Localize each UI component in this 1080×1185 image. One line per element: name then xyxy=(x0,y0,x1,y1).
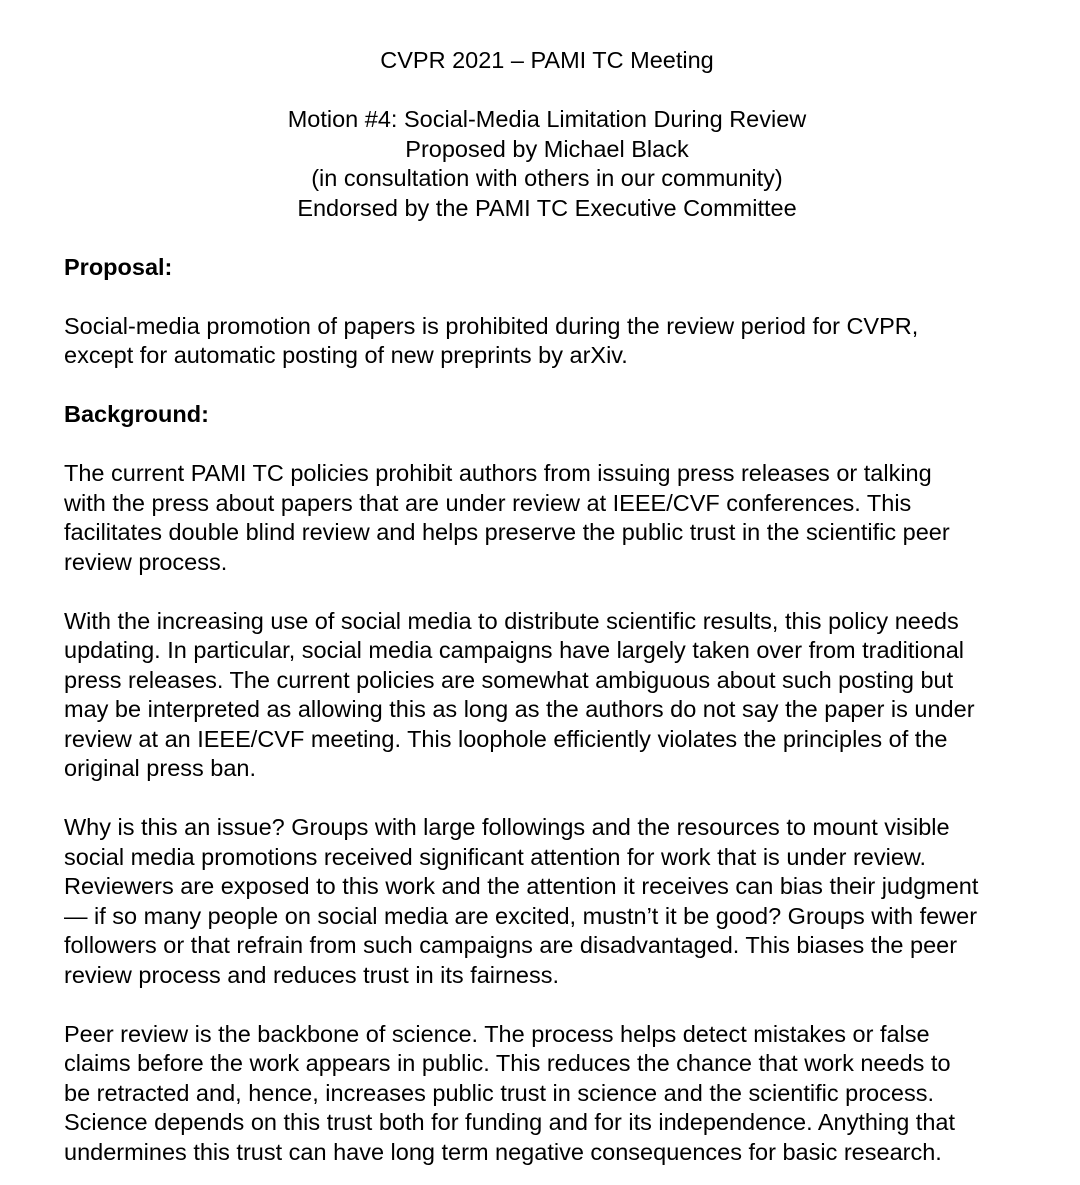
text-line: review at an IEEE/CVF meeting. This loophole efficiently violates the principles of the xyxy=(64,725,948,752)
text-line: The current PAMI TC policies prohibit authors from issuing press releases or talking xyxy=(64,460,932,486)
text-line: review process and reduces trust in its fairness. xyxy=(64,961,560,988)
text-line: claims before the work appears in public. This reduces the chance that work needs to xyxy=(64,1050,951,1076)
text-line: social media promotions received significant attention for work that is under review. xyxy=(64,843,927,870)
background-heading: Background: xyxy=(64,401,209,427)
text-line: be retracted and, hence, increases public trust in science and the scientific process. xyxy=(64,1079,934,1106)
text-line: With the increasing use of social media to distribute scientific results, this policy needs xyxy=(64,607,959,634)
text-line: with the press about papers that are under review at IEEE/CVF conferences. This xyxy=(64,489,912,516)
text-line: updating. In particular, social media campaigns have largely taken over from traditional xyxy=(64,637,965,663)
consultation-note: (in consultation with others in our community) xyxy=(311,165,783,191)
background-paragraph-4 xyxy=(64,1020,1030,1168)
proposal-heading: Proposal: xyxy=(64,253,173,280)
text-line: Peer review is the backbone of science. The process helps detect mistakes or false xyxy=(64,1020,930,1047)
text-line: review process. xyxy=(64,548,228,575)
endorsed-by: Endorsed by the PAMI TC Executive Committee xyxy=(297,194,797,221)
text-line: followers or that refrain from such campaigns are disadvantaged. This biases the peer xyxy=(64,932,958,958)
motion-block xyxy=(64,105,1030,223)
proposal-paragraph xyxy=(64,312,1030,371)
text-line: except for automatic posting of new preprints by arXiv. xyxy=(64,342,628,368)
text-line: — if so many people on social media are excited, mustn’t it be good? Groups with fewer xyxy=(64,902,978,929)
text-line: may be interpreted as allowing this as long as the authors do not say the paper is under xyxy=(64,696,975,722)
background-section xyxy=(64,400,1030,1167)
background-paragraph-1 xyxy=(64,459,1030,577)
text-line: Social-media promotion of papers is prohibited during the review period for CVPR, xyxy=(64,312,919,339)
text-line: original press ban. xyxy=(64,755,257,781)
document-header xyxy=(64,0,1030,223)
meeting-title: CVPR 2021 – PAMI TC Meeting xyxy=(380,47,714,73)
text-line: Why is this an issue? Groups with large followings and the resources to mount visible xyxy=(64,814,950,840)
proposed-by: Proposed by Michael Black xyxy=(405,135,689,162)
text-line: facilitates double blind review and helps preserve the public trust in the scientific peer xyxy=(64,519,950,545)
motion-title: Motion #4: Social-Media Limitation During Review xyxy=(287,106,807,132)
background-paragraph-2 xyxy=(64,607,1030,784)
text-line: Reviewers are exposed to this work and the attention it receives can bias their judgment xyxy=(64,873,979,899)
proposal-section xyxy=(64,253,1030,371)
text-line: Science depends on this trust both for funding and for its independence. Anything that xyxy=(64,1109,956,1135)
text-line: undermines this trust can have long term negative consequences for basic research. xyxy=(64,1138,942,1165)
background-paragraph-3 xyxy=(64,813,1030,990)
text-line: press releases. The current policies are somewhat ambiguous about such posting but xyxy=(64,666,954,693)
